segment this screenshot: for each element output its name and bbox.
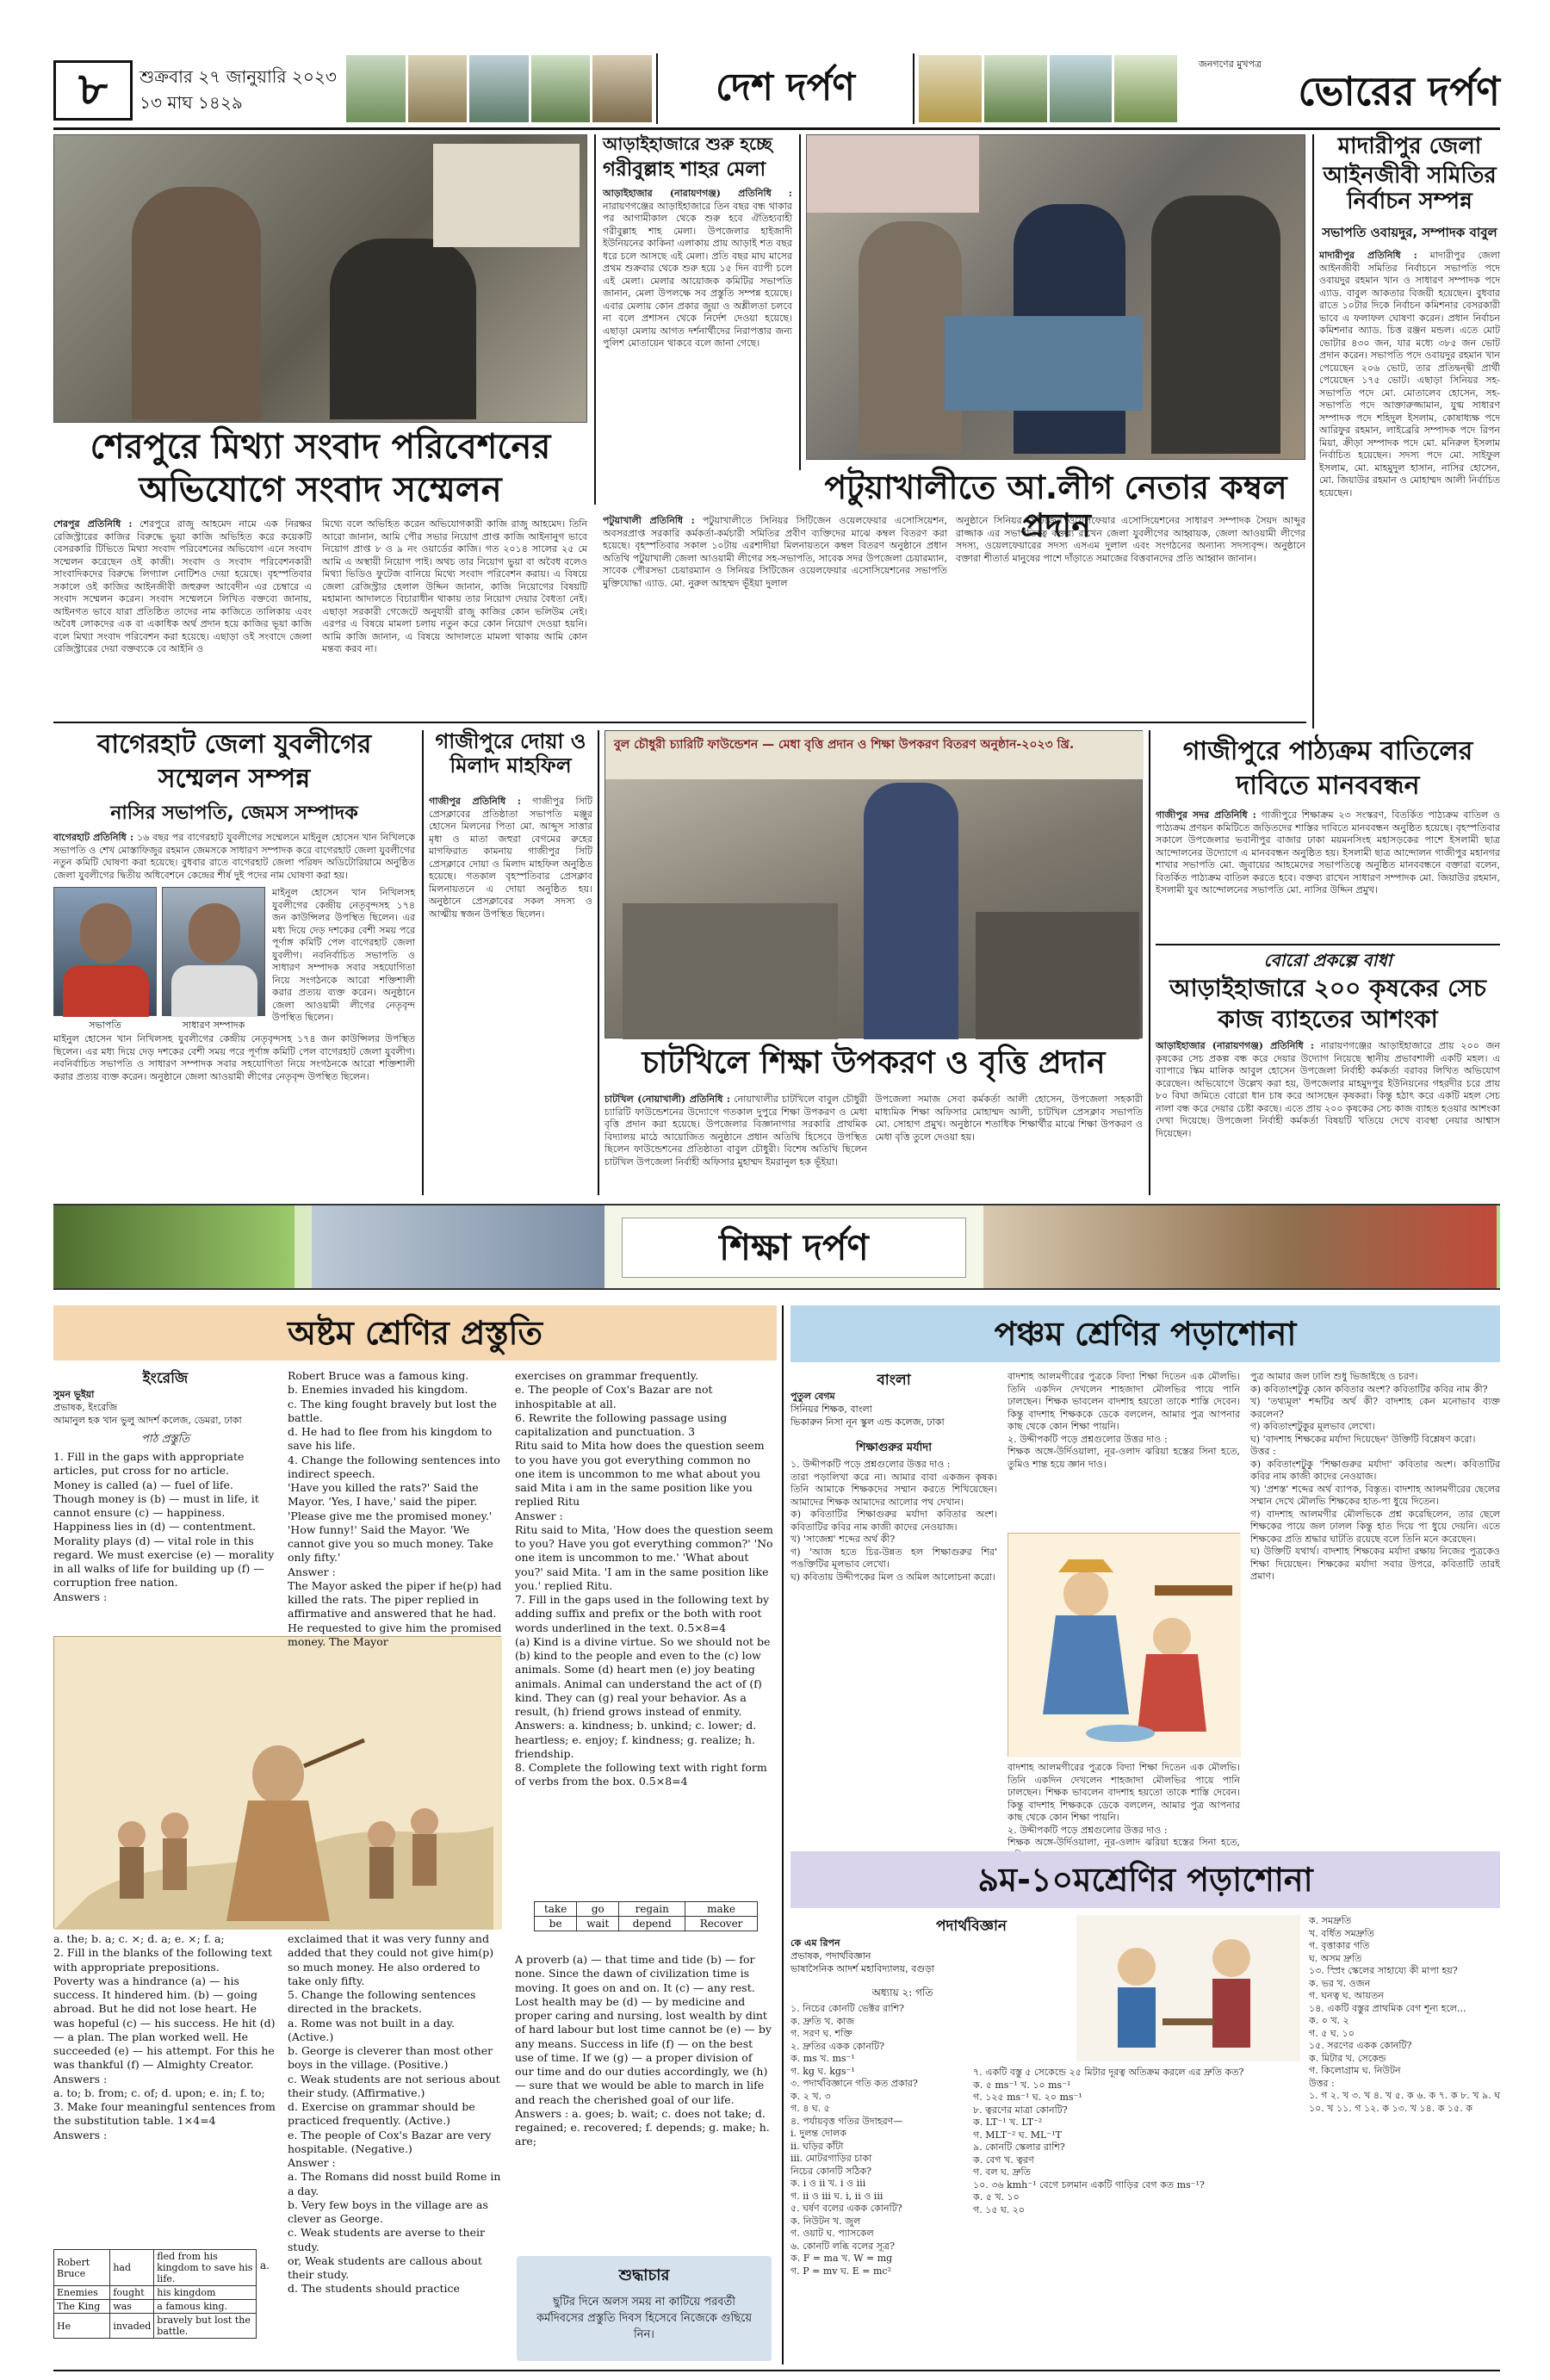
substitution-table-cell: fought: [110, 2286, 154, 2300]
bagerhat-text-1: ১৬ বছর পর বাগেরহাট যুবলীগের সম্মেলনে মাইনুল হোসেন খান নিখিলকে সভাপতি ও শেখ মোস্তাফিজুর রহমান জেমসকে সাধারণ সম্পাদক করে বাগেরহাট জেলা যুবলীগের নতুন কমিটি ঘোষণা করা হয়েছে। বুধবার রাতে বাগেরহাট জেলা পরিষদ অডিটোরিয়ামে অনুষ্ঠিত জেলা যুবলীগের দ্বিতীয় অধিবেশনে কেন্দ্রের শীর্ষ দুই পদের নাম ঘোষণা করা হয়।: [53, 832, 416, 881]
verb-box-row: [535, 1902, 758, 1917]
chatkhil-headline: চাটখিলে শিক্ষা উপকরণ ও বৃত্তি প্রদান: [642, 1045, 1106, 1081]
class9-col1-text: ১. নিচের কোনটি ভেক্টর রাশি? ক. দ্রুতি খ. কাজ গ. সরণ ঘ. শক্তি ২. দ্রুতির একক কোনটি? ক. ms খ. ms⁻¹ গ. kg ঘ. kgs⁻¹ ৩. পদার্থবিজ্ঞানে গতি কত প্রকার? ক. ২ খ. ৩ গ. ৪ ঘ. ৫ ৪. পর্যায়বৃত্ত গতির উদাহরণ— i. দুলন্ত দোলক ii. ঘড়ির কাঁটা iii. মোটরগাড়ির চাকা নিচের কোনটি সঠিক? ক. i ও ii খ. i ও iii গ. ii ও iii ঘ. i, ii ও iii ৫. ঘর্ষণ বলের একক কোনটি? ক. নিউটন খ. জুল গ. ওয়াট ঘ. প্যাসকেল ৬. কোনটি লব্ধি বলের সূত্র? ক. F = ma খ. W = mg গ. P = mv ঘ. E = mc²: [790, 2003, 918, 2277]
bagerhat-body-2: মাইনুল হোসেন খান নিখিলসহ যুবলীগের কেন্দ্রীয় নেতৃবৃন্দসহ ১৭৪ জন কাউন্সিলর উপস্থিত ছিলেন। এর মধ্য দিয়ে দেড় দশকের বেশী সময় পরে পূর্ণাঙ্গ কমিটি পেল বাগেরহাট জেলা যুবলীগ। নবনির্বাচিত সভাপতি ও সাধারণ সম্পাদক সবার সহযোগিতা নিয়ে সংগঠনকে আরো শক্তিশালী করার প্রত্যয় ব্যক্ত করেন। অনুষ্ঠানে জেলা আওয়ামী লীগের নেতৃবৃন্দ উপস্থিত ছিলেন।: [272, 887, 415, 1024]
araihazar-mela-byline: আড়াইহাজার (নারায়ণগঞ্জ) প্রতিনিধি :: [603, 188, 792, 199]
gazipur-doa-byline: গাজীপুর প্রতিনিধি :: [429, 796, 521, 807]
class5-lesson-head: শিক্ষাগুরুর মর্যাদা: [856, 1441, 932, 1454]
bagerhat-caption-president: সভাপতি: [89, 1020, 121, 1031]
education-band-title-box: [622, 1218, 966, 1278]
col-rule: [799, 134, 801, 470]
verb-box-cell: regain: [619, 1902, 685, 1917]
class5-col3-text: পুত্র আমার জল ঢালি শুধু ভিজাইছে ও চরণ। ক) কবিতাংশটুকু কোন কবিতার অংশ? কবিতাটির কবির নাম কী? খ) 'তথ্যমূল' শব্দটির অর্থ কী? বাদশাহ কেন মনোভাব ব্যক্ত করলেন? গ) কবিতাংশটুকুর মূলভাব লেখো। ঘ) 'বাদশাহ শিক্ষকের মর্যাদা দিয়েছেন' উক্তিটি বিশ্লেষণ করো। উত্তর : ক) কবিতাংশটুকু 'শিক্ষাগুরুর মর্যাদা' কবিতার অংশ। কবিতাটির কবির নাম কাজী কাদের নেওয়াজ। খ) 'প্রশস্ত' শব্দের অর্থ ব্যাপক, বিস্তৃত। বাদশাহ আলমগীরের ছেলের সম্মান দেখে মৌলভি শিক্ষকের হাত-পা ধুয়ে দিতেন। গ) বাদশাহ আলমগীর মৌলভিকে প্রশ্ন করেছিলেন, তার ছেলে শিক্ষকের পায়ে জল ঢালল কিন্তু হাত দিয়ে পা ধুয়ে দেয়নি। এতে শিক্ষকের প্রতি শ্রদ্ধার ঘাটতি রয়েছে বলে তিনি মনে করেছেন। ঘ) উক্তিটি যথার্থ। বাদশাহ শিক্ষকের মর্যাদা রক্ষায় নিজের পুত্রকেও শিক্ষা দিয়েছেন। শিক্ষকের মর্যাদা সবার উপরে, কবিতাটি তারই প্রমাণ।: [1250, 1371, 1500, 1583]
class9-author-name: কে এম রিপন: [790, 1937, 840, 1949]
class5-col2-text-b: বাদশাহ আলমগীরের পুত্রকে বিদ্যা শিক্ষা দিতেন এক মৌলভি। তিনি একদিন দেখলেন শাহজাদা মৌলভির পায়ে পানি ঢালছেন। শিক্ষক ভাবলেন বাদশাহ হয়তো তাকে শাস্তি দেবেন। কিন্তু বাদশাহ শিক্ষককে ডেকে বললেন, আমার পুত্র আপনার কাছ থেকে কোন শিক্ষা পায়নি। ২. উদ্দীপকটি পড়ে প্রশ্নগুলোর উত্তর দাও : শিক্ষক অঙ্গে-উর্দিওয়ালা, নূর-ওলাদ ঝরিয়া হস্তের সিনা হতে,: [1008, 1762, 1240, 1849]
class5-author-name: পুতুল বেগম: [790, 1390, 835, 1402]
substitution-table-cell: fled from his kingdom to save his life.: [154, 2250, 257, 2286]
class9-author-school: ভাষাসৈনিক আদর্শ মহাবিদ্যালয়, বগুড়া: [790, 1962, 935, 1974]
substitution-table-cell: bravely but lost the battle.: [154, 2314, 257, 2339]
masthead-photo-strip-left: [346, 55, 652, 122]
sherpur-text-1: শেরপুরে রাজু আহমেদ নামে এক নিরক্ষর রেজিস্ট্রারের কাজির বিরুদ্ধে ভুয়া কাজি অভিহিত করে কয়েকটি বেসরকারি টিভিতে মিথ্যা সংবাদ পরিবেশনের অভিযোগ এনে সংবাদ সম্মেলন করেছেন ওই কাজী। সংবাদ ও সংবাদ পরিবেশনকারী সাংবাদিকদের বিরুদ্ধে লিগ্যাল নোটিশও দেয়া হয়েছে। বৃহস্পতিবার সকালে ওই কাজির আইনজীবী জহুরুল আবেদীন এর চেম্বারে এ সংবাদ সম্মেলন করেন। সংবাদ সম্মেলনে লিখিত বক্তব্যে জানায়, আইনগত ভাবে যারা প্রতিষ্ঠিত তাদের নাম কাজিতে তালিকায় এবং অবৈধ লোকদের এক বা একাধিক অর্থ প্রদান হয়ে কাজির ভূয়া কাজি বলে মিথ্যা সংবাদ পরিবেশন করা হয়েছে। এছাড়া ওই সংবাদে জেলা রেজিস্ট্রারের দেয়া বক্তব্যকে বে আইনি ও: [53, 518, 313, 655]
madaripur-text: মাদারীপুর জেলা আইনজীবী সমিতির নির্বাচনে সভাপতি পদে ওবায়দুর রহমান খান ও সাধারণ সম্পাদক পদে এ্যাড. বাবুল আকতার বিজয়ী হয়েছেন। বুধবার রাতে ১০টার দিকে নির্বাচন কমিশনার বেসরকারী ভাবে এ ফলাফল ঘোষণা করেন। প্রধান নির্বাচন কমিশনার অ্যাড. চিত্ত রঞ্জন মন্ডল। এতে মোট ভোটার ৪৩০ জন, যার মধ্যে ৩৮৫ জন ভোট প্রদান করেন। সভাপতি পদে ওবায়দুর রহমান খান পেয়েছেন ২০৬ ভোট, তার প্রতিদ্বন্দ্বী প্রার্থী পেয়েছেন ১৭৫ ভোট। এছাড়া সিনিয়র সহ-সভাপতি পদে মো. মোতালেব হোসেন, সহ-সভাপতি পদে আক্তারুজ্জামান, যুগ্ম সাধারণ সম্পাদক পদে শহিদুল ইসলাম, কোষাধ্যক্ষ পদে আরিফুর রহমান, লাইব্রেরি সম্পাদক পদে রিপন মিয়া, ক্রীড়া সম্পাদক পদে মো. মনিরুল ইসলাম নির্বাচিত হয়েছেন। সদস্য পদে মো. সাইফুল ইসলাম, মো. মাহমুদুল হাসান, নাসির হোসেন, মো. জিয়াউর রহমান ও মোহাম্মদ আলী নির্বাচিত হয়েছেন।: [1319, 250, 1501, 499]
verb-box-body: [535, 1902, 758, 1931]
chatkhil-banner: বুল চৌধুরী চ্যারিটি ফাউন্ডেশন — মেধা বৃত্তি প্রদান ও শিক্ষা উপকরণ বিতরণ অনুষ্ঠান-২০২৩ খ্রি.: [605, 731, 1144, 779]
strip-photo: [346, 55, 406, 122]
col-rule: [1149, 730, 1150, 1195]
page-bottom-rule: [53, 2370, 1500, 2371]
class8-title-bar: [53, 1305, 777, 1360]
strip-photo: [1114, 55, 1177, 122]
sherpur-byline: শেরপুর প্রতিনিধি :: [53, 518, 133, 530]
education-band-photo-left: [53, 1205, 294, 1288]
paper-tagline: জনগণের মুখপত্র: [1199, 59, 1262, 70]
class9-col2-text: ৭. একটি বস্তু ৫ সেকেন্ডে ২৫ মিটার দূরত্ব অতিক্রম করলে এর দ্রুতি কত? ক. ৫ ms⁻¹ খ. ১০ ms⁻¹ গ. ১২৫ ms⁻¹ ঘ. ২০ ms⁻¹ ৮. ত্বরণের মাত্রা কোনটি? ক. LT⁻¹ খ. LT⁻² গ. MLT⁻² ঘ. ML⁻¹T ৯. কোনটি স্কেলার রাশি? ক. বেগ খ. ত্বরণ গ. বল ঘ. দ্রুতি ১০. ৩৬ kmh⁻¹ বেগে চলমান একটি গাড়ির বেগ কত ms⁻¹? ক. ৫ খ. ১০ গ. ১৫ ঘ. ২০: [973, 2067, 1244, 2216]
verb-box-cell: wait: [577, 1917, 619, 1931]
class5-title-bar: [790, 1305, 1500, 1362]
quote-box: [517, 2256, 772, 2361]
chatkhil-text-1: নোয়াখালীর চাটখিলে বাবুল চৌধুরী চ্যারিটি ফাউন্ডেশনের উদ্যোগে গতকাল দুপুরে শিক্ষা উপকরণ ও মেধা বৃত্তি প্রদান করা হয়েছে। উপজেলার বিজ্ঞানাগার সরকারি প্রাথমিক বিদ্যালয় মাঠে আয়োজিত অনুষ্ঠানে প্রধান অতিথি হিসেবে উপস্থিত ছিলেন ফাউন্ডেশনের প্রতিষ্ঠাতা বাবুল চৌধুরী। বিশেষ অতিথি ছিলেন চাটখিল উপজেলা নির্বাহী অফিসার মুহাম্মদ ইমরানুল হক ভূঁইয়া।: [604, 1094, 867, 1168]
date-bengali: ১৩ মাঘ ১৪২৯: [140, 92, 243, 113]
class8-lesson-head: পাঠ প্রস্তুতি: [140, 1433, 190, 1446]
araihazar-mela-body: [603, 188, 792, 505]
strip-photo: [592, 55, 652, 122]
chatkhil-photo: [604, 730, 1143, 1038]
araihazar-sech-text: নারায়ণগঞ্জের আড়াইহাজারে প্রায় ২০০ জন কৃষকের সেচ প্রকল্প বন্ধ করে দেয়ার উদ্যোগ নিয়েছে স্থানীয় প্রভাবশালী একটি মহল। এ ব্যাপারে স্কিম মালিক আবুল হোসেন উপজেলা নির্বাহী কর্মকর্তা বরাবর লিখিত অভিযোগ করেছেন। অভিযোগে উল্লেখ করা হয়, উপজেলার মাহমুদপুর ইউনিয়নের গহরদীর চরে প্রায় ৮০ বিঘা জমিতে বোরো ধান চাষ করে আসছেন কৃষকরা। কিন্তু হঠাৎ করে একটি মহল সেচ নালা বন্ধ করে দেয়ার চেষ্টা করছে। এতে প্রায় ২০০ কৃষকের সেচ কাজ ব্যাহত হওয়ার আশংকা দেখা দিয়েছে। উপজেলা নির্বাহী কর্মকর্তা বিষয়টি খতিয়ে দেখে ব্যবস্থা নেয়ার আশ্বাস দিয়েছেন।: [1156, 1040, 1500, 1139]
substitution-table-row: [54, 2286, 257, 2300]
patuakhali-body-1: [603, 515, 947, 715]
class9-title-bar: [790, 1851, 1500, 1908]
bagerhat-subhead: নাসির সভাপতি, জেমস সম্পাদক: [110, 803, 358, 824]
substitution-table-mark: a.: [260, 2259, 270, 2272]
masthead-photo-strip-right: [919, 55, 1177, 122]
education-band: [53, 1204, 1500, 1290]
araihazar-sech-kicker: বোরো প্রকল্পে বাধা: [1263, 950, 1392, 970]
substitution-table: [53, 2249, 257, 2339]
class8-author-school: আমানুল হক খান ভুলু আদর্শ কলেজ, ডেমরা, ঢাকা: [53, 1414, 242, 1426]
quote-title: শুদ্ধাচার: [618, 2266, 670, 2284]
sherpur-body-2: মিথ্যে বলে অভিহিত করেন অভিযোগকারী কাজি রাজু আহমেদ। তিনি আরো জানান, আমি পৌর সভার নিয়োগ প্রাপ্ত কাজি আইনানুগ ভাবে নিয়োগ প্রাপ্ত ৮ ও ৯ নং ওয়ার্ডের কাজি। গত ২০১৪ সালের ২৫ মে আমি এ অস্থায়ী নিয়োগ পাই। অথচ তার নিয়োগ ভুয়া বা অবৈধ বলেও মিথ্যা ভিডিও ফুটেজ বানিয়ে মিথ্যে সংবাদ পরিবেশন করায়। এ বিষয়ে জেলা রেজিস্ট্রার হেলাল উদ্দিন জানান, কাজি নিয়োগের বিষয়টি মহামান্য আদালতে বিচারাধীন থাকায় তার নিয়োগ দেয়ার বৈধতা নেই। এছাড়া সরকারী গেজেটে অনুযায়ী রাজু কাজির কোন ভলিউম নেই। এরপর এ বিষয়ে মামলা চলায় নতুন করে কোন নিয়োগ দেওয়া হয়নি। আমি কাজি জানান, এ বিষয়ে আদালতে মামলা থাকায় আমি কোন মন্তব্য করব না।: [322, 518, 587, 655]
class8-title: অষ্টম শ্রেণির প্রস্তুতি: [287, 1314, 543, 1352]
verb-box-cell: take: [535, 1902, 577, 1917]
gazipur-manob-headline-1: গাজীপুরে পাঠ্যক্রম বাতিলের: [1182, 736, 1473, 766]
col-rule: [594, 134, 596, 505]
class9-col3-text: ক. সমদ্রুতি খ. বর্ধিত সমদ্রুতি গ. বৃত্তাকার গতি ঘ. অসম দ্রুতি ১৩. স্প্রিং স্কেলের সাহায্যে কী মাপা হয়? ক. ভর খ. ওজন গ. ঘনত্ব ঘ. আয়তন ১৪. একটি বস্তুর প্রাথমিক বেগ শূন্য হলে... ক. ০ খ. ২ গ. ৫ ঘ. ১০ ১৫. সরণের একক কোনটি? ক. মিটার খ. সেকেন্ড গ. কিলোগ্রাম ঘ. নিউটন উত্তর : ১. গ ২. খ ৩. খ ৪. খ ৫. ক ৬. ক ৭. ক ৮. খ ৯. ঘ ১০. খ ১১. গ ১২. ক ১৩. খ ১৪. ক ১৫. ক: [1309, 1915, 1500, 2114]
substitution-table-cell: his kingdom: [154, 2286, 257, 2300]
araihazar-mela-headline: গরীবুল্লাহ শাহর মেলা: [603, 158, 766, 181]
class5-author-role: সিনিয়র শিক্ষক, বাংলা: [790, 1403, 872, 1415]
verb-box-row: [535, 1917, 758, 1931]
substitution-table-row: [54, 2250, 257, 2286]
patuakhali-byline: পটুয়াখালী প্রতিনিধি :: [603, 515, 695, 526]
class8-author-name: সুমন ভূইয়া: [53, 1388, 95, 1400]
col-rule: [1312, 134, 1314, 728]
madaripur-byline: মাদারীপুর প্রতিনিধি :: [1319, 250, 1417, 261]
bagerhat-headline-1: বাগেরহাট জেলা যুবলীগের: [96, 729, 372, 759]
patuakhali-text-1: পটুয়াখালীতে সিনিয়র সিটিজেন ওয়েলফেয়ার এসোসিয়েশন, অবসরপ্রাপ্ত সরকারি কর্মকর্তা-কর্মচারী সমিতির প্রবীণ ব্যক্তিদের মাঝে কম্বল বিতরণ করা হয়েছে। বৃহস্পতিবার সকাল ১০টায় এরশাদীয়া মিলনায়তনে কম্বল বিতরণ অনুষ্ঠানে প্রধান অতিথি পটুয়াখালী জেলা আওয়ামী লীগের সহ-সভাপতি, সাবেক সদর উপজেলা চেয়ারম্যান, সাবেক পৌরসভা চেয়ারম্যান ও সিনিয়র সিটিজেন ওয়েলফেয়ার এসোসিয়েশনের সভাপতি মুক্তিযোদ্ধা এ্যাড. মো. নুরুল আহম্মদ ভূঁইয়া দুলাল: [603, 515, 947, 589]
substitution-table-cell: had: [110, 2250, 154, 2286]
gazipur-manob-body: [1156, 809, 1500, 939]
verb-box: [534, 1901, 758, 1931]
class9-lesson-head: অধ্যায় ২: গতি: [871, 1986, 933, 1999]
pied-piper-drawing: [54, 1637, 502, 1930]
substitution-table-cell: a famous king.: [154, 2300, 257, 2314]
bagerhat-headline-2: সম্মেলন সম্পন্ন: [158, 764, 311, 794]
education-band-photo-right: [983, 1205, 1497, 1288]
section-title: দেশ দর্পণ: [716, 65, 855, 109]
bagerhat-body-1: [53, 832, 415, 883]
gazipur-doa-body: [429, 796, 592, 1193]
substitution-table-row: [54, 2314, 257, 2339]
bagerhat-body-3: মাইনুল হোসেন খান নিখিলসহ যুবলীগের কেন্দ্রীয় নেতৃবৃন্দসহ ১৭৪ জন কাউন্সিলর উপস্থিত ছিলেন। এর মধ্য দিয়ে দেড় দশকের বেশী সময় পরে পূর্ণাঙ্গ কমিটি পেল বাগেরহাট জেলা যুবলীগ। নবনির্বাচিত সভাপতি ও সাধারণ সম্পাদক সবার সহযোগিতা নিয়ে সংগঠনকে আরো শক্তিশালী করার প্রত্যয় ব্যক্ত করেন। অনুষ্ঠানে জেলা আওয়ামী লীগের নেতৃবৃন্দ উপস্থিত ছিলেন।: [53, 1033, 415, 1082]
strip-photo: [408, 55, 468, 122]
class8-col3-text-b: A proverb (a) — that time and tide (b) — for none. Since the dawn of civilization time is moving. It goes on and on. It (c) — any rest. Lost health may be (d) — by medicine and proper caring and nursing, lost wealth by dint of hard labour but lost time cannot be (e) — by any means. Success in life (f) — on the best use of time. If we (g) — a proper division of our time and do our duties accordingly, we (h) — sure that we would be able to march in life and reach the cherished goal of our life. Answers : a. goes; b. wait; c. does not take; d. regained; e. recovered; f. depends; g. make; h. are;: [515, 1953, 772, 2148]
class8-col3-text: exercises on grammar frequently. e. The people of Cox's Bazar are not inhospitable at all. 6. Rewrite the following passage using capitalization and punctuation. 3 Ritu said to Mita how does the question seem to you have you got everything common no one item is uncommon to me what about you said Mita i am in the same position like you replied Ritu Answer : Ritu said to Mita, 'How does the question seem to you? Have you got everything common?' 'No one item is uncommon to me.' 'What about you?' said Mita. 'I am in the same position like you.' replied Ritu. 7. Fill in the gaps used in the following text by adding suffix and prefix or the both with root words underlined in the text. 0.5×8=4 (a) Kind is a divine virtue. So we should not be (b) kind to the people and even to the (c) low animals. Some (d) heart men (e) joy beating animals. Animal can understand the act of (f) kind. They can (g) real your behavior. As a result, (h) friend grows instead of enmity. Answers: a. kindness; b. unkind; c. lower; d. heartless; e. enjoy; f. kindness; g. realize; h. friendship. 8. Complete the following text with right form of verbs from the box. 0.5×8=4: [515, 1369, 773, 1788]
substitution-table-body: [54, 2250, 257, 2339]
sherpur-photo: [53, 134, 587, 423]
quote-body: ছুটির দিনে অলস সময় না কাটিয়ে পরবর্তী কর্মদিবসের প্রস্তুতি দিবস হিসেবে নিজেকে গুছিয়ে নিন।: [536, 2296, 753, 2341]
substitution-table-cell: was: [110, 2300, 154, 2314]
class8-subject: ইংরেজি: [142, 1370, 189, 1387]
madaripur-body: [1319, 250, 1500, 732]
verb-box-cell: make: [685, 1902, 758, 1917]
class5-author-school: ভিকারুন নিসা নূন স্কুল এন্ড কলেজ, ঢাকা: [790, 1416, 945, 1428]
madaripur-headline-1: মাদারীপুর জেলা: [1337, 133, 1482, 159]
chatkhil-body-1: [604, 1094, 867, 1195]
gazipur-manob-byline: গাজীপুর সদর প্রতিনিধি :: [1156, 809, 1256, 821]
araihazar-mela-text: নারায়ণগঞ্জের আড়াইহাজারে তিন বছর বন্ধ থাকার পর আগামীকাল থেকে শুরু হবে ঐতিহ্যবাহী গরীবুল্লাহ শাহ মেলা। উপজেলার হাইজাদী ইউনিয়নের কাকিনা এলাকায় প্রায় আড়াই শত বছর ধরে চলে আসছে এই মেলা। প্রতি বছর মাঘ মাসের প্রথম শুক্রবার থেকে শুরু হয়ে ১৫ দিন ব্যাপী চলে এই মেলা। মেলার আয়োজক কমিটির সভাপতি জানান, মেলা উপলক্ষে সব প্রস্তুতি সম্পন্ন হয়েছে। এবার মেলায় কোন প্রকার জুয়া ও অশ্লীলতা চলবে না বলে প্রশাসন থেকে নির্দেশ দেওয়া হয়েছে। এছাড়া মেলায় আগত দর্শনার্থীদের নিরাপত্তার জন্য পুলিশ মোতায়েন থাকবে বলে জানা গেছে।: [603, 200, 792, 350]
row-rule: [53, 722, 1306, 723]
chatkhil-byline: চাটখিল (নোয়াখালী) প্রতিনিধি :: [604, 1094, 730, 1105]
sherpur-headline-1: শেরপুরে মিথ্যা সংবাদ পরিবেশনের: [90, 427, 551, 467]
verb-box-cell: Recover: [685, 1917, 758, 1931]
araihazar-sech-byline: আড়াইহাজার (নারায়ণগঞ্জ) প্রতিনিধি :: [1156, 1040, 1314, 1051]
bagerhat-caption-secretary: সাধারণ সম্পাদক: [182, 1020, 245, 1031]
education-band-title: শিক্ষা দর্পণ: [719, 1226, 869, 1268]
col-rule: [782, 1305, 784, 2365]
substitution-table-cell: Enemies: [54, 2286, 110, 2300]
patuakhali-photo: [806, 134, 1305, 460]
patuakhali-headline: পটুয়াখালীতে আ.লীগ নেতার কম্বল প্রদান: [824, 468, 1287, 544]
sherpur-headline-2: অভিযোগে সংবাদ সম্মেলন: [139, 470, 502, 510]
class5-author: [790, 1371, 997, 1438]
substitution-table-cell: The King: [54, 2300, 110, 2314]
section-title-box: [656, 53, 914, 124]
class9-title: ৯ম-১০মশ্রেণির পড়াশোনা: [977, 1861, 1313, 1899]
chatkhil-body-2: উপজেলা সমাজ সেবা কর্মকর্তা আলী হোসেন, উপজেলা সহকারী মাধ্যমিক শিক্ষা অফিসার মোহাম্মদ আলী, চাটখিল প্রেসক্লাব সভাপতি মো. সোহাগ প্রমুখ। অনুষ্ঠানে শতাধিক শিক্ষার্থীর মাঝে শিক্ষা উপকরণ ও মেধা বৃত্তি তুলে দেওয়া হয়।: [875, 1094, 1143, 1143]
class8-author: [53, 1369, 277, 1429]
emperor-teacher-drawing: [1008, 1534, 1241, 1757]
class9-subject: পদার্থবিজ্ঞান: [935, 1918, 1008, 1935]
strip-photo: [469, 55, 529, 122]
page-number-box: [53, 60, 133, 121]
bagerhat-photo-president: [53, 887, 157, 1016]
class9-author-role: প্রভাষক, পদার্থবিজ্ঞান: [790, 1949, 871, 1962]
gazipur-doa-headline: গাজীপুরে দোয়া ও মিলাদ মাহফিল: [435, 729, 586, 778]
class8-col1-answers: a. the; b. a; c. ×; d. a; e. ×; f. a; 2. Fill in the blanks of the following text with appropriate prepositions. Poverty was a hindrance (a) — his success. It hindered him. (b) — going abroad. But he did not lose heart. He was hopeful (c) — his success. He hit (d) — a plan. The plan worked well. He succeeded (e) — his attempt. For this he was thankful (f) — Almighty Creator. Answers : a. to; b. from; c. of; d. upon; e. in; f. to; 3. Make four meaningful sentences from the substitution table. 1×4=4 Answers :: [53, 1932, 276, 2141]
araihazar-mela-kicker: আড়াইহাজারে শুরু হচ্ছে: [603, 133, 772, 154]
class8-author-role: প্রভাষক, ইংরেজি: [53, 1401, 118, 1413]
patuakhali-body-2: অনুষ্ঠানে সিনিয়র সিটিজেন ওয়েলফেয়ার এসোসিয়েশনের সাধারণ সম্পাদক সৈয়দ আব্দুর রাজ্জাক এর সভাপতিত্বে বক্তব্য রাখেন জেলা যুবলীগের আহ্বায়ক, জেলা আওয়ামী লীগের সদস্য, ওয়েলফেয়ারের সদস্য এসএম দুলাল এবং সংগঠনের অন্যান্য সদস্যবৃন্দ। অনুষ্ঠানে বক্তারা শীতার্ত মানুষের পাশে দাঁড়াতে সমাজের বিত্তবানদের প্রতি আহ্বান জানান।: [956, 515, 1305, 564]
araihazar-sech-headline-1: আড়াইহাজারে ২০০ কৃষকের সেচ: [1169, 974, 1487, 1002]
strip-photo: [531, 55, 591, 122]
emperor-teacher-illustration: [1008, 1533, 1240, 1757]
substitution-table-cell: invaded: [110, 2314, 154, 2339]
strip-photo: [1050, 55, 1113, 122]
strip-photo: [919, 55, 982, 122]
bagerhat-byline: বাগেরহাট প্রতিনিধি :: [53, 832, 134, 843]
substitution-table-row: [54, 2300, 257, 2314]
row-rule: [1156, 944, 1500, 945]
education-band-photo-mid: [312, 1205, 604, 1288]
col-rule: [598, 730, 599, 1195]
gazipur-manob-headline-2: দাবিতে মানববন্ধন: [1236, 771, 1420, 801]
physics-illustration: [1076, 1915, 1300, 2061]
araihazar-sech-body: [1156, 1040, 1500, 1195]
verb-box-cell: go: [577, 1902, 619, 1917]
gazipur-manob-text: গাজীপুরে শিক্ষাক্রম ২৩ সংস্করণ, বিতর্কিত পাঠ্যক্রম বাতিল ও পাঠ্যক্রম প্রণয়ন কমিটিতে জড়িতদের শাস্তির দাবিতে মানববন্ধন অনুষ্ঠিত হয়েছে। বৃহস্পতিবার সকালে উপজেলার ভবানীপুর বাজার ঢাকা ময়মনসিংহ মহাসড়কের পাশে ইসলামী ছাত্র আন্দোলনের উদ্যোগে এ মানববন্ধন অনুষ্ঠিত হয়। ইসলামী ছাত্র আন্দোলন গাজীপুর মহানগর শাখার সভাপতি মো. জুবায়ের আহমেদের সভাপতিত্বে অনুষ্ঠিত মানববন্ধনে বক্তারা বলেন, বিতর্কিত পাঠ্যক্রম বাতিল করতে হবে। বক্তব্য রাখেন সাধারণ সম্পাদক মো. জিয়াউর রহমান, ইসলামী যুব আন্দোলনের সভাপতি মো. নাসির উদ্দিন প্রমুখ।: [1156, 809, 1501, 896]
class5-col1-text: ১. উদ্দীপকটি পড়ে প্রশ্নগুলোর উত্তর দাও : তারা পড়ালিখা করে না। আমার বাবা একজন কৃষক। তিনি আমাকে শিক্ষকদের সম্মান করতে শিখিয়েছেন। আমাদের শিক্ষক আমাদের আলোর পথ দেখান। ক) কবিতাটির শিক্ষাগুরুর মর্যাদা কবিতার অংশ। কবিতাটির কবির নাম কাজী কাদের নেওয়াজ। খ) 'সাজেশ্ন' শব্দের অর্থ কী? গ) 'আজ হতে চির-উন্নত হল শিক্ষাগুরুর শির' পঙক্তিটির মূলভাব লেখো। ঘ) কবিতায় উদ্দীপকের মিল ও অমিল আলোচনা করো।: [790, 1459, 997, 1583]
verb-box-cell: be: [535, 1917, 577, 1931]
class5-title: পঞ্চম শ্রেণির পড়াশোনা: [994, 1315, 1297, 1353]
verb-box-cell: depend: [619, 1917, 685, 1931]
substitution-table-cell: He: [54, 2314, 110, 2339]
gazipur-doa-text: গাজীপুর সিটি প্রেসক্লাবের প্রতিষ্ঠাতা সভাপতি মঞ্জুর হোসেন মিলনের পিতা মো. আব্দুস সাত্তার মৃধা ও মাতা জহুরা বেগমের রুহের মাগফিরাত কামনায় গাজীপুর সিটি প্রেসক্লাবে দোয়া ও মিলাদ মাহফিল অনুষ্ঠিত হয়েছে। গতকাল বৃহস্পতিবার প্রেসক্লাব মিলনায়তনে এ দোয়া অনুষ্ঠিত হয়। অনুষ্ঠানে প্রেসক্লাবের সকল সদস্য ও আত্মীয় স্বজন উপস্থিত ছিলেন।: [429, 796, 593, 920]
madaripur-headline-2: আইনজীবী সমিতির নির্বাচন সম্পন্ন: [1323, 163, 1497, 214]
class8-col2-text-b: exclaimed that it was very funny and added that they could not give him(p) so much money. He also ordered to take only fifty. 5. Change the following sentences directed in the brackets. a. Rome was not built in a day. (Active.) b. George is cleverer than most other boys in the village. (Positive.) c. Weak students are not serious about their study. (Affirmative.) d. Exercise on grammar should be practiced frequently. (Active.) e. The people of Cox's Bazar are very hospitable. (Negative.) Answer : a. The Romans did nosst build Rome in a day. b. Very few boys in the village are as clever as George. c. Weak students are averse to their study. or, Weak students are callous about their study. d. The students should practice: [288, 1932, 501, 2296]
substitution-table-cell: Robert Bruce: [54, 2250, 110, 2286]
araihazar-sech-headline-2: কাজ ব্যাহতের আশংকা: [1218, 1005, 1438, 1033]
masthead: [53, 53, 1500, 127]
physics-drawing: [1076, 1915, 1300, 2061]
paper-name: ভোরের দর্পণ: [1298, 68, 1500, 115]
col-rule: [422, 730, 424, 1195]
class8-col2-text: Robert Bruce was a famous king. b. Enemies invaded his kingdom. c. The king fought bravely but lost the battle. d. He had to flee from his kingdom to save his life. 4. Change the following sentences into indirect speech. 'Have you killed the rats?' Said the Mayor. 'Yes, I have,' said the piper. 'Please give me the promised money.' 'How funny!' Said the Mayor. 'We cannot give you so much money. Take only fifty.' Answer : The Mayor asked the piper if he(p) had killed the rats. The piper replied in affirmative and answered that he had. He requested to give him the promised money. The Mayor: [288, 1369, 502, 1648]
class5-subject: বাংলা: [877, 1372, 911, 1389]
class5-col2-text: বাদশাহ আলমগীরের পুত্রকে বিদ্যা শিক্ষা দিতেন এক মৌলভি। তিনি একদিন দেখলেন শাহজাদা মৌলভির পায়ে পানি ঢালছেন। শিক্ষক ভাবলেন বাদশাহ হয়তো তাকে শাস্তি দেবেন। কিন্তু বাদশাহ শিক্ষককে ডেকে বললেন, আমার পুত্র আপনার কাছ থেকে কোন শিক্ষা পায়নি। ২. উদ্দীপকটি পড়ে প্রশ্নগুলোর উত্তর দাও : শিক্ষক অঙ্গে-উর্দিওয়ালা, নূর-ওলাদ ঝরিয়া হস্তের সিনা হতে, তুমিও শান্ত হয়ে জ্ঞান দাও।: [1008, 1371, 1240, 1470]
strip-photo: [984, 55, 1047, 122]
bagerhat-photo-secretary: [162, 887, 265, 1016]
madaripur-subhead: সভাপতি ওবায়দুর, সম্পাদক বাবুল: [1322, 225, 1497, 240]
class9-author: [790, 1937, 1014, 1982]
pied-piper-illustration: [53, 1636, 501, 1929]
sherpur-body-1: [53, 518, 312, 715]
page-number: ৮: [78, 64, 108, 115]
class8-col1-text: 1. Fill in the gaps with appropriate articles, put cross for no article. Money is called (a) — fuel of life. Though money is (b) — must in life, it cannot ensure (c) — happiness. Happiness lies in (d) — contentment. Morality plays (d) — vital role in this regard. We must exercise (e) — morality in all walks of life for building up (f) — corruption free nation. Answers :: [53, 1450, 275, 1603]
date-gregorian: শুক্রবার ২৭ জানুয়ারি ২০২৩: [140, 66, 337, 87]
masthead-rule: [53, 127, 1500, 130]
